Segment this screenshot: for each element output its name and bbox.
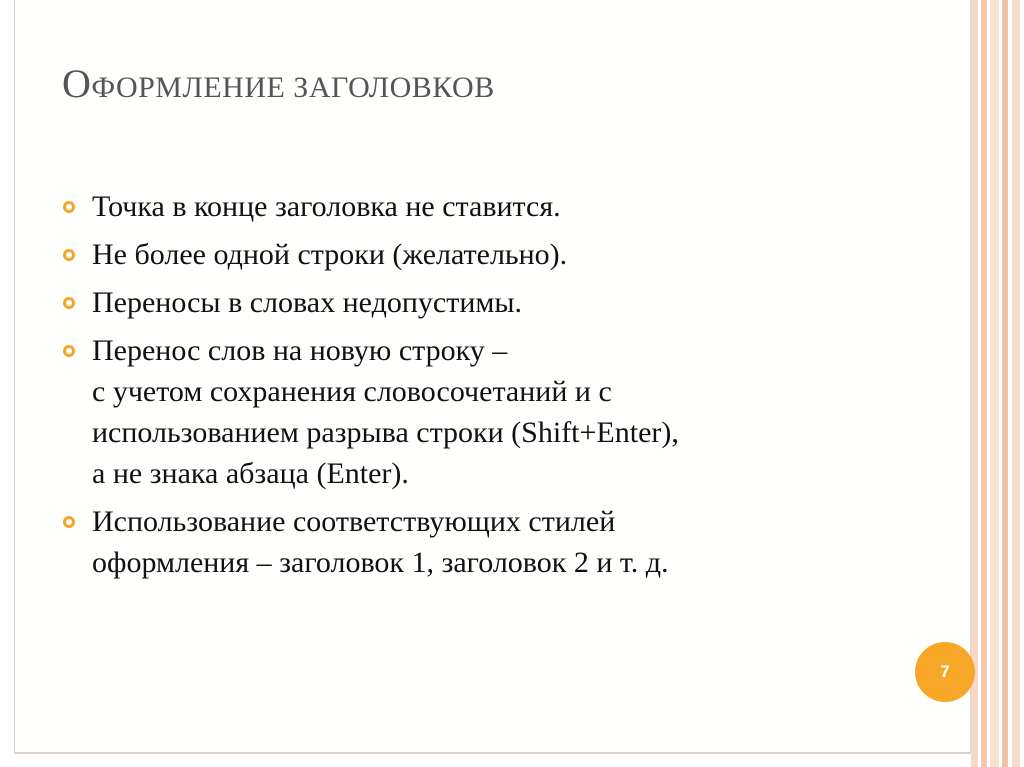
slide-title-initial: О: [62, 61, 92, 106]
bullet-line: с учетом сохранения словосочетаний и с: [92, 375, 612, 408]
bullet-line: Точка в конце заголовка не ставится.: [92, 190, 561, 223]
bullet-list: [62, 186, 882, 590]
bullet-item: [62, 234, 882, 275]
bullet-ring-icon: [63, 201, 75, 213]
stripe: [971, 0, 978, 767]
stripe: [1002, 0, 1008, 767]
bullet-line: Перенос слов на новую строку –: [92, 334, 508, 367]
slide-title-rest: ФОРМЛЕНИЕ ЗАГОЛОВКОВ: [91, 71, 495, 104]
bullet-line: оформления – заголовок 1, заголовок 2 и т. д.: [92, 546, 669, 579]
bullet-ring-icon: [63, 516, 75, 528]
stripe: [1012, 0, 1020, 767]
bullet-line: Использование соответствующих стилей: [92, 505, 616, 538]
bullet-item: [62, 501, 882, 583]
stripe: [981, 0, 987, 767]
page-number-badge: 7: [915, 642, 975, 702]
stripe: [990, 0, 999, 767]
bullet-line: Переносы в словах недопустимы.: [92, 286, 523, 319]
bullet-ring-icon: [63, 297, 75, 309]
bullet-line: использованием разрыва строки (Shift+Enter),: [92, 416, 679, 449]
bullet-ring-icon: [63, 345, 75, 357]
bullet-line: а не знака абзаца (Enter).: [92, 457, 409, 490]
bullet-line: Не более одной строки (желательно).: [92, 238, 568, 271]
bullet-item: [62, 282, 882, 323]
bullet-item: [62, 186, 882, 227]
bullet-ring-icon: [63, 249, 75, 261]
bullet-item: [62, 330, 882, 494]
slide-title: [62, 60, 495, 107]
decorative-stripes: [969, 0, 1024, 767]
